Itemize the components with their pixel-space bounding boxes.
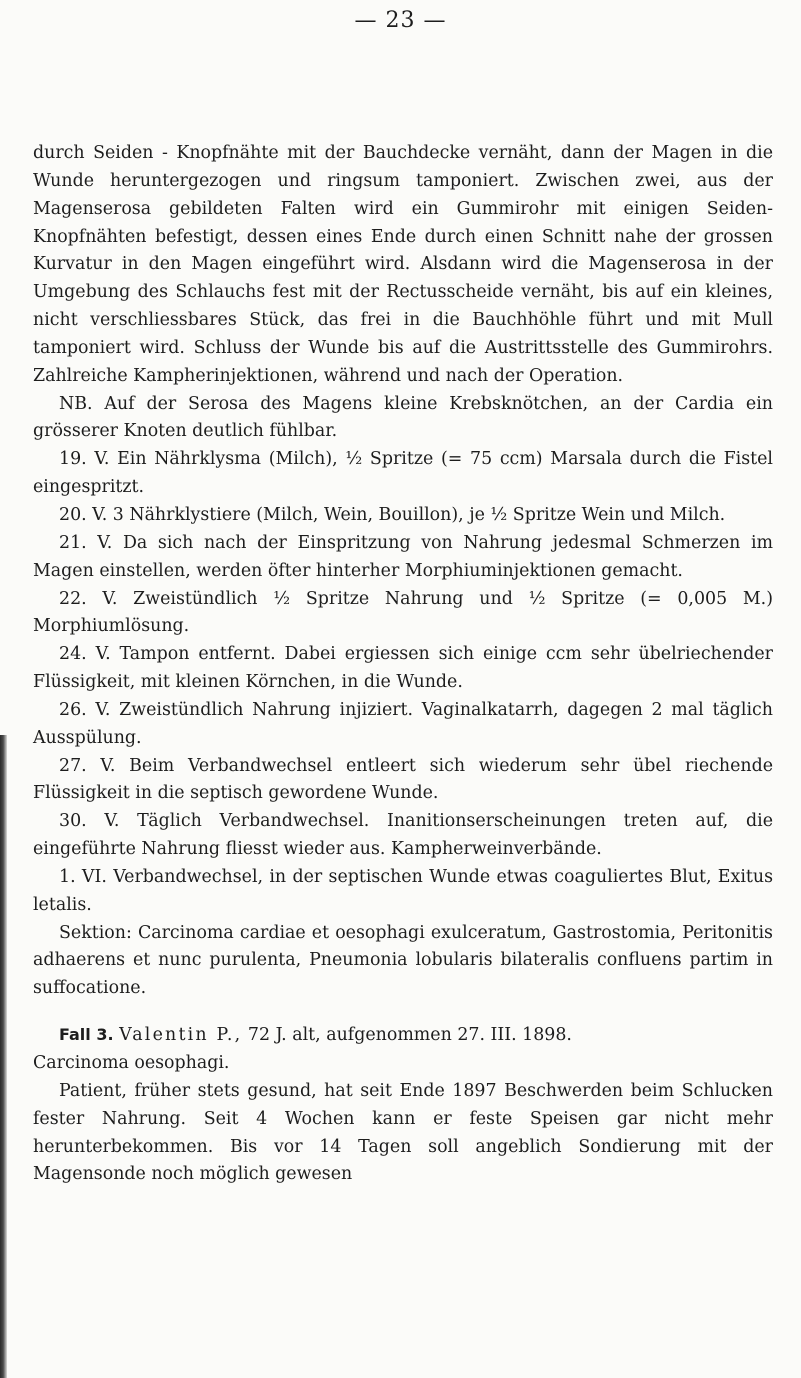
patient-name: Valentin P., [119,1025,243,1046]
entry-22-v: 22. V. Zweistündlich ½ Spritze Nahrung und ½ Spritze (= 0,005 M.) Morphiumlösung. [33,588,773,637]
entry-20-v: 20. V. 3 Nährklystiere (Milch, Wein, Bouillon), je ½ Spritze Wein und Milch. [59,504,726,525]
case-label: Fall 3. [59,1025,114,1045]
case-heading [33,1021,773,1050]
patient-info: 72 J. alt, aufgenommen 27. III. 1898. [247,1025,572,1046]
entry-24-v: 24. V. Tampon entfernt. Dabei ergiessen sich einige ccm sehr übelriechender Flüssigkeit, mit kleinen Körnchen, in die Wunde. [33,644,773,693]
section-gap [33,1003,773,1021]
page-number: — 23 — [354,8,447,33]
paragraph-operation: durch Seiden - Knopfnähte mit der Bauchdecke vernäht, dann der Magen in die Wunde heruntergezogen und ringsum tamponiert. Zwischen zwei, aus der Magenserosa gebildeten Falten wird ein Gummirohr mit einigen Seiden-Knopfnähten befestigt, dessen eines Ende durch einen Schnitt nahe der grossen Kurvatur in den Magen eingeführt wird. Alsdann wird die Magenserosa in der Umgebung des Schlauchs fest mit der Rectusscheide vernäht, bis auf ein kleines, nicht verschliessbares Stück, das frei in die Bauchhöhle führt und mit Mull tamponiert wird. Schluss der Wunde bis auf die Austrittsstelle des Gummirohrs. Zahlreiche Kampherinjektionen, während und nach der Operation. [33,143,773,386]
case-anamnesis: Patient, früher stets gesund, hat seit Ende 1897 Beschwerden beim Schlucken fester Nahrung. Seit 4 Wochen kann er feste Speisen gar nicht mehr herunterbekommen. Bis vor 14 Tagen soll angeblich Sondierung mit der Magensonde noch möglich gewesen [33,1080,773,1185]
entry-26-v: 26. V. Zweistündlich Nahrung injiziert. Vaginalkatarrh, dagegen 2 mal täglich Ausspülung. [33,699,773,748]
paragraph-sektion: Sektion: Carcinoma cardiae et oesophagi exulceratum, Gastrostomia, Peritonitis adhaerens et nunc purulenta, Pneumonia lobularis bilateralis confluens partim in suffocatione. [33,922,773,999]
scan-binding-edge [0,735,7,1378]
entry-21-v: 21. V. Da sich nach der Einspritzung von Nahrung jedesmal Schmerzen im Magen einstellen, werden öfter hinterher Morphiuminjektionen gemacht. [33,532,773,581]
entry-1-vi: 1. VI. Verbandwechsel, in der septischen Wunde etwas coaguliertes Blut, Exitus letalis. [33,866,773,915]
paragraph-nb: NB. Auf der Serosa des Magens kleine Krebsknötchen, an der Cardia ein grösserer Knoten deutlich fühlbar. [33,393,773,442]
entry-19-v: 19. V. Ein Nährklysma (Milch), ½ Spritze (= 75 ccm) Marsala durch die Fistel eingespritzt. [33,449,773,498]
entry-27-v: 27. V. Beim Verbandwechsel entleert sich wiederum sehr übel riechende Flüssigkeit in die septisch gewordene Wunde. [33,755,773,804]
page-body [33,140,773,1189]
entry-30-v: 30. V. Täglich Verbandwechsel. Inanitionserscheinungen treten auf, die eingeführte Nahrung fliesst wieder aus. Kampherweinverbände. [33,811,773,860]
case-diagnosis: Carcinoma oesophagi. [33,1053,230,1073]
